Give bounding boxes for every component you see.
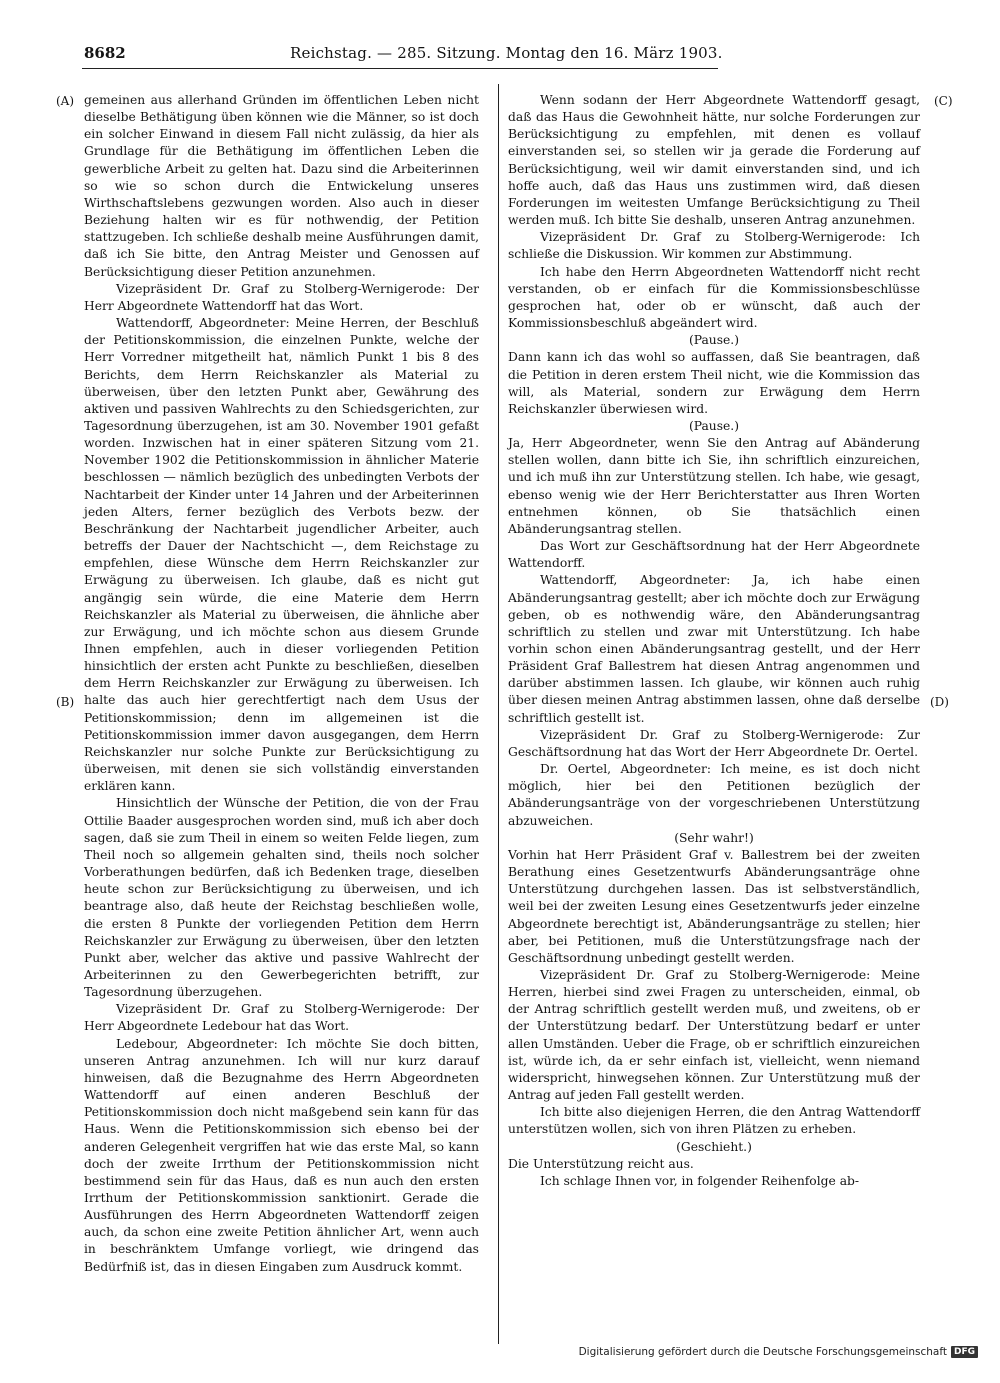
paragraph: gemeinen aus allerhand Gründen im öffentlichen Leben nicht dieselbe Bethätigung üben können wie die Männer, so ist doch ein solcher Einwand in diesem Fall nicht zulässig, da hier als Grundlage für die Bethätigung im öffentlichen Leben die gewerbliche Arbeit zu gelten hat. Dazu sind die Arbeiterinnen so wie so schon durch die Entwickelung unseres Wirthschaftslebens gezwungen worden. Also auch in dieser Beziehung halten wir es für nothwendig, der Petition stattzugeben. Ich schließe deshalb meine Ausführungen damit, daß ich Sie bitte, den Antrag Meister und Genossen auf Berücksichtigung dieser Petition anzunehmen. [84,93,479,279]
paragraph: Wattendorff, Abgeordneter: Meine Herren, der Beschluß der Petitionskommission, die einzelnen Punkte, welche der Herr Vorredner mitgetheilt hat, nämlich Punkt 1 bis 8 des Berichts, dem Herrn Reichskanzler als Material zu überweisen, über den letzten Punkt aber, Gewährung des aktiven und passiven Wahlrechts zu den Schiedsgerichten, zur Tagesordnung überzugehen, ist am 30. November 1901 gefaßt worden. Inzwischen hat in einer späteren Sitzung vom 21. November 1902 die Petitionskommission in ähnlicher Materie beschlossen — nämlich bezüglich des unbedingten Verbots der Nachtarbeit der Kinder unter 14 Jahren und der Arbeiterinnen jeden Alters, ferner bezüglich des Verbots bezw. der Beschränkung der Nachtarbeit jugendlicher Arbeiter, auch betreffs der Dauer der Nachtschicht —, dem Reichstage zu empfehlen, diese Wünsche dem Herrn Reichskanzler zur Erwägung zu überweisen. Ich glaube, daß es nicht gut angängig sein würde, die eine Materie dem Herrn Reichskanzler als Material zu überweisen, die ähnliche aber zur Erwägung, und ich möchte schon aus diesem Grunde Ihnen empfehlen, auch in dieser vorliegenden Petition hinsichtlich der ersten acht Punkte zu beschließen, dieselben dem Herrn Reichskanzler zur Erwägung zu überweisen. Ich halte das auch hier gerechtfertigt nach dem Usus der Petitionskommission; denn im allgemeinen ist die Petitionskommission immer davon ausgegangen, dem Herrn Reichskanzler nur solche Punkte zur Berücksichtigung zu überweisen, mit denen sie sich vollständig einverstanden erklären kann. [84,316,479,794]
paragraph: (Pause.) [688,333,740,348]
paragraph: (Pause.) [688,418,740,433]
paragraph: Hinsichtlich der Wünsche der Petition, die von der Frau Ottilie Baader ausgesprochen worden sind, muß ich aber doch sagen, daß sie zum Theil in einem so weiten Felde liegen, zum Theil noch so allgemein gehalten sind, theils noch solcher Vorberathungen bedürfen, daß ich Bedenken trage, dieselben heute schon zur Berücksichtigung zu überweisen, und ich beantrage also, daß heute der Reichstag beschließen wolle, die ersten 8 Punkte der vorliegenden Petition dem Herrn Reichskanzler zur Erwägung zu überweisen, über den letzten Punkt aber, welcher das aktive und passive Wahlrecht der Arbeiterinnen zu den Gewerbegerichten betrifft, zur Tagesordnung überzugehen. [84,796,479,1000]
paragraph: Wattendorff, Abgeordneter: Ja, ich habe einen Abänderungsantrag gestellt; aber ich möchte doch zur Erwägung geben, ob es nothwendig wäre, den Abänderungsantrag schriftlich zu stellen und zwar mit Unterstützung. Ich habe vorhin schon einen Abänderungsantrag gestellt, und der Herr Präsident Graf Ballestrem hat diesen Antrag angenommen und darüber abstimmen lassen. Ich glaube, wir können auch ruhig über diesen meinen Antrag abstimmen lassen, ohne daß derselbe schriftlich gestellt ist. [508,573,920,725]
paragraph: Ledebour, Abgeordneter: Ich möchte Sie doch bitten, unseren Antrag anzunehmen. Ich will nur kurz darauf hinweisen, daß die Bezugnahme des Herrn Abgeordneten Wattendorff auf einen anderen Beschluß der Petitionskommission doch nicht maßgebend sein kann für das Haus. Wenn die Petitionskommission sich ebenso bei der anderen Gelegenheit vergriffen hat wie das erste Mal, so kann doch der zweite Irrthum der Petitionskommission nicht bestimmend sein für das Haus, daß es nun auch den ersten Irrthum der Petitionskommission sanktionirt. Gerade die Ausführungen des Herrn Abgeordneten Wattendorff zeigen auch, da schon eine zweite Petition ähnlicher Art, wenn auch in beschränktem Umfange vorliegt, wie dringend das Bedürfniß ist, das in diesen Eingaben zum Ausdruck kommt. [84,1036,479,1274]
right-column [508,92,920,1190]
running-head: Reichstag. — 285. Sitzung. Montag den 16. März 1903. [290,44,723,62]
paragraph: (Geschieht.) [676,1139,752,1154]
paragraph: Wenn sodann der Herr Abgeordnete Wattendorff gesagt, daß das Haus die Gewohnheit hätte, nur solche Forderungen zur Berücksichtigung zu empfehlen, mit denen es vollauf einverstanden sei, so stellen wir ja gerade die Forderung auf Berücksichtigung, weil wir damit einverstanden sind, und ich hoffe auch, daß das Haus uns zustimmen wird, daß diesen Forderungen im weitesten Umfange Berücksichtigung zu Theil werden muß. Ich bitte Sie deshalb, unseren Antrag anzunehmen. [508,93,920,228]
column-rule [498,84,499,1344]
paragraph: Ich bitte also diejenigen Herren, die den Antrag Wattendorff unterstützen wollen, sich von ihren Plätzen zu erheben. [508,1105,920,1137]
footer-credit-text: Digitalisierung gefördert durch die Deutsche Forschungsgemeinschaft [578,1346,947,1358]
page-header [84,44,723,68]
paragraph: Dann kann ich das wohl so auffassen, daß Sie beantragen, daß die Petition in deren erstem Theil nicht, wie die Kommission das will, als Material, sondern zur Erwägung dem Herrn Reichskanzler überwiesen wird. [508,350,920,416]
paragraph: Ich schlage Ihnen vor, in folgender Reihenfolge ab- [540,1173,860,1188]
paragraph: Vizepräsident Dr. Graf zu Stolberg-Wernigerode: Zur Geschäftsordnung hat das Wort der Herr Abgeordnete Dr. Oertel. [508,727,920,759]
paragraph: Vizepräsident Dr. Graf zu Stolberg-Wernigerode: Ich schließe die Diskussion. Wir kommen zur Abstimmung. [508,230,920,262]
paragraph: Vorhin hat Herr Präsident Graf v. Ballestrem bei der zweiten Berathung eines Gesetzentwurfs Abänderungsanträge ohne Unterstützung durchgehen lassen. Das ist selbstverständlich, weil bei der zweiten Lesung eines Gesetzentwurfs jeder einzelne Abgeordnete berechtigt ist, Abänderungsanträge zu stellen; hier aber, bei Petitionen, muß die Unterstützungsfrage nach der Geschäftsordnung unbedingt gestellt werden. [508,847,920,965]
margin-marker-c: (C) [934,94,953,108]
margin-marker-b: (B) [56,695,75,709]
paragraph: Ich habe den Herrn Abgeordneten Wattendorff nicht recht verstanden, ob er einfach für die Kommissionsbeschlüsse gesprochen hat, oder ob er wünscht, daß auch der Kommissionsbeschluß abgeändert wird. [508,264,920,331]
dfg-logo: DFG [951,1346,978,1358]
paragraph: Vizepräsident Dr. Graf zu Stolberg-Wernigerode: Der Herr Abgeordnete Wattendorff hat das Wort. [84,281,479,313]
paragraph: Das Wort zur Geschäftsordnung hat der Herr Abgeordnete Wattendorff. [508,539,920,571]
paragraph: Ja, Herr Abgeordneter, wenn Sie den Antrag auf Abänderung stellen wollen, dann bitte ich Sie, ihn schriftlich einzureichen, und ich muß ihn zur Unterstützung stellen. Ich habe, wie gesagt, ebenso wenig wie der Herr Berichterstatter aus Ihren Worten entnehmen können, ob Sie thatsächlich einen Abänderungsantrag stellen. [508,436,920,536]
left-column [84,92,479,1276]
page-number: 8682 [84,44,126,62]
footer-credit [579,1346,978,1358]
paragraph: Die Unterstützung reicht aus. [508,1156,694,1171]
paragraph: (Sehr wahr!) [674,830,754,845]
header-rule [82,68,718,69]
paragraph: Dr. Oertel, Abgeordneter: Ich meine, es ist doch nicht möglich, hier bei den Petitionen bezüglich der Abänderungsanträge von der vorgeschriebenen Unterstützung abzuweichen. [508,762,920,828]
paragraph: Vizepräsident Dr. Graf zu Stolberg-Wernigerode: Der Herr Abgeordnete Ledebour hat das Wort. [84,1002,479,1034]
margin-marker-a: (A) [56,94,75,108]
margin-marker-d: (D) [930,695,949,709]
paragraph: Vizepräsident Dr. Graf zu Stolberg-Wernigerode: Meine Herren, hierbei sind zwei Fragen zu unterscheiden, einmal, ob der Antrag schriftlich gestellt werden muß, und zweitens, ob er der Unterstützung bedarf. Der Unterstützung bedarf er unter allen Umständen. Ueber die Frage, ob er schriftlich einzureichen ist, würde ich, da er sehr einfach ist, vielleicht, wenn niemand widerspricht, hinwegsehen können. Zur Unterstützung muß der Antrag auf jeden Fall gestellt werden. [508,967,920,1103]
